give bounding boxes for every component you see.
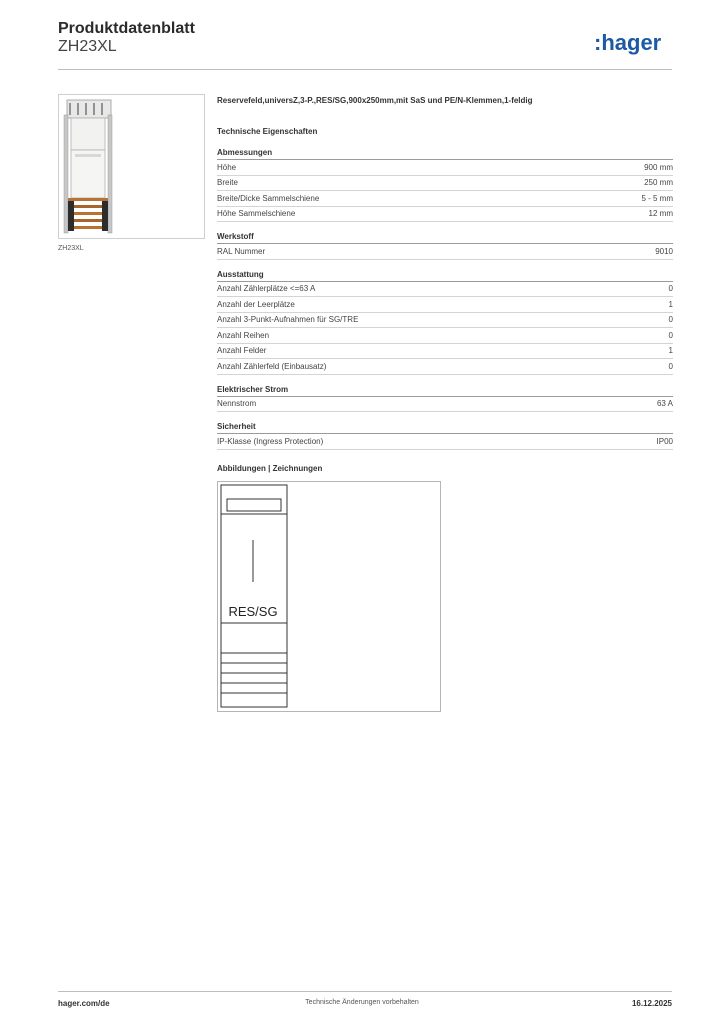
spec-value: 12 mm: [648, 209, 673, 219]
footer-divider: [58, 991, 672, 992]
spec-label: Breite/Dicke Sammelschiene: [217, 193, 320, 203]
footer-date: 16.12.2025: [631, 999, 672, 1008]
spec-row: [217, 328, 673, 344]
footer-notice: Technische Änderungen vorbehalten: [305, 999, 419, 1006]
spec-row: [217, 359, 673, 375]
technical-drawing: [217, 481, 441, 712]
document-title: Produktdatenblatt: [58, 20, 195, 37]
spec-row: [217, 313, 673, 329]
spec-label: Nennstrom: [217, 399, 257, 409]
spec-value: 9010: [655, 246, 673, 256]
header-divider: [58, 69, 672, 70]
product-image-caption: ZH23XL: [58, 245, 84, 252]
section-material: [217, 232, 673, 260]
spec-label: IP-Klasse (Ingress Protection): [217, 436, 324, 446]
section-title: Sicherheit: [217, 422, 673, 434]
spec-row: [217, 244, 673, 260]
footer-website: hager.com/de: [58, 999, 110, 1008]
spec-value: 1: [668, 299, 673, 309]
section-dimensions: [217, 148, 673, 222]
spec-value: 900 mm: [644, 162, 673, 172]
spec-value: 63 A: [656, 399, 673, 409]
section-title: Elektrischer Strom: [217, 385, 673, 397]
spec-row: [217, 297, 673, 313]
spec-row: [217, 344, 673, 360]
spec-value: 250 mm: [644, 178, 673, 188]
spec-label: Anzahl Zählerfeld (Einbausatz): [217, 361, 327, 371]
section-title: Werkstoff: [217, 232, 673, 244]
spec-row: [217, 434, 673, 450]
spec-label: Anzahl Zählerplätze <=63 A: [217, 284, 316, 294]
section-safety: [217, 422, 673, 450]
spec-label: Anzahl Reihen: [217, 330, 270, 340]
section-equipment: [217, 270, 673, 375]
drawings-heading: Abbildungen | Zeichnungen: [217, 463, 323, 473]
spec-label: Anzahl der Leerplätze: [217, 299, 295, 309]
section-title: Ausstattung: [217, 270, 673, 282]
spec-label: Anzahl Felder: [217, 346, 267, 356]
spec-row: [217, 207, 673, 223]
spec-value: 0: [668, 284, 673, 294]
product-image: [58, 94, 205, 239]
hager-logo-text: :hager: [594, 30, 662, 55]
section-electrical: [217, 385, 673, 413]
spec-label: Höhe Sammelschiene: [217, 209, 296, 219]
spec-row: [217, 397, 673, 413]
product-code: ZH23XL: [58, 38, 117, 55]
product-description: Reservefeld,universZ,3-P.,RES/SG,900x250mm,mit SaS und PE/N-Klemmen,1-feldig: [217, 96, 533, 105]
spec-label: Höhe: [217, 162, 237, 172]
technical-heading: Technische Eigenschaften: [217, 127, 318, 136]
spec-value: 0: [668, 315, 673, 325]
spec-value: 5 - 5 mm: [641, 193, 673, 203]
drawing-label: RES/SG: [228, 603, 278, 619]
spec-row: [217, 191, 673, 207]
spec-label: Anzahl 3-Punkt-Aufnahmen für SG/TRE: [217, 315, 359, 325]
spec-value: 0: [668, 330, 673, 340]
spec-value: 0: [668, 361, 673, 371]
section-title: Abmessungen: [217, 148, 673, 160]
spec-value: IP00: [656, 436, 673, 446]
main-content: [217, 96, 673, 712]
spec-label: RAL Nummer: [217, 246, 266, 256]
hager-logo: [594, 26, 674, 60]
spec-row: [217, 282, 673, 298]
spec-label: Breite: [217, 178, 238, 188]
spec-row: [217, 176, 673, 192]
spec-value: 1: [668, 346, 673, 356]
spec-row: [217, 160, 673, 176]
